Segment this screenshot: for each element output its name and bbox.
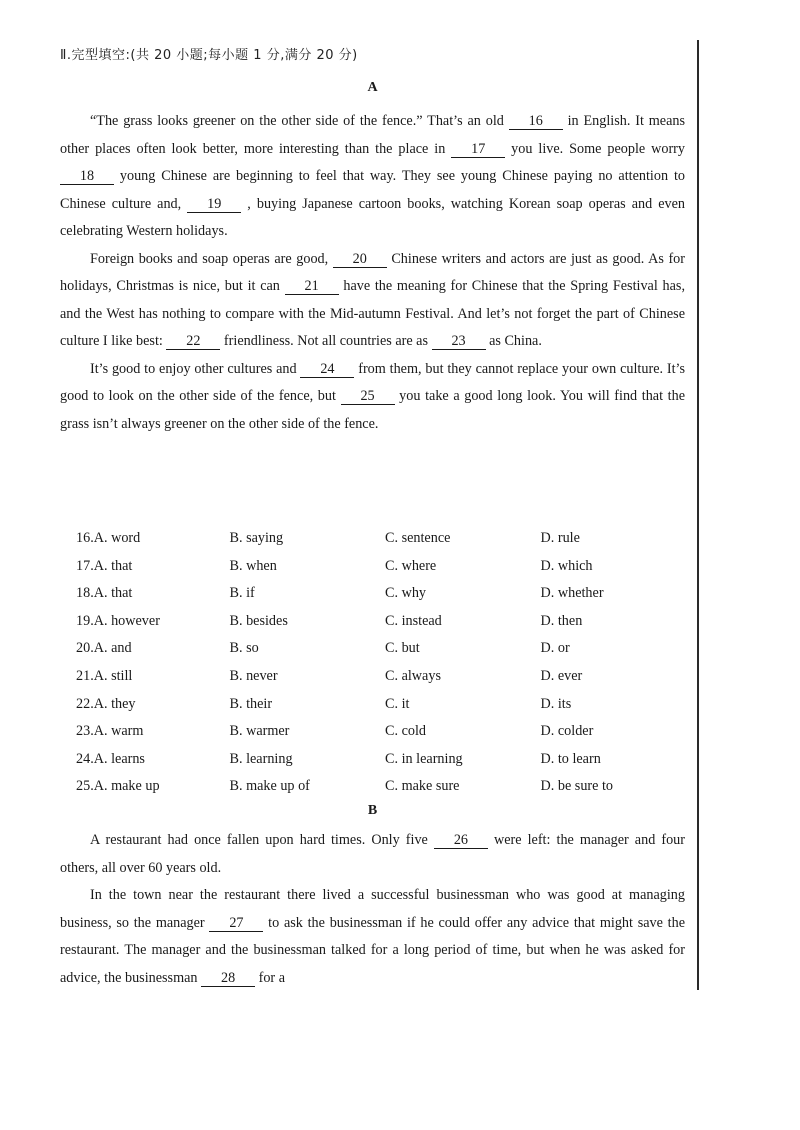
option-row-17: 17.A. that B. when C. where D. which <box>76 553 696 581</box>
blank-18: 18 <box>60 168 114 185</box>
option-d: D. or <box>540 640 570 657</box>
option-b: B. make up of <box>229 778 310 795</box>
option-c: C. why <box>385 585 427 602</box>
option-row-25: 25.A. make up B. make up of C. make sure D. be sure to <box>76 773 696 801</box>
option-c: C. in learning <box>385 750 463 767</box>
blank-28: 28 <box>201 970 255 987</box>
option-b: B. so <box>229 640 259 657</box>
option-d: D. which <box>540 557 593 574</box>
option-a: A. make up <box>93 778 160 795</box>
option-d: D. rule <box>540 530 580 546</box>
option-c: C. sentence <box>385 530 451 546</box>
option-d: D. to learn <box>540 750 601 767</box>
option-d: D. whether <box>540 585 604 602</box>
option-b: B. saying <box>229 530 284 546</box>
option-b: B. learning <box>229 750 293 767</box>
passage-a-heading: A <box>367 80 378 95</box>
option-row-24: 24.A. learns B. learning C. in learning D. to learn <box>76 746 696 774</box>
option-a: A. they <box>93 695 136 712</box>
passage-b-paragraph-1: A restaurant had once fallen upon hard times. Only five 26 were left: the manager and four others, all over 60 years old. <box>60 832 685 876</box>
option-b: B. their <box>229 695 273 712</box>
passage-b-heading: B <box>367 803 378 818</box>
option-c: C. but <box>385 640 420 657</box>
option-b: B. never <box>229 667 278 684</box>
option-b: B. when <box>229 557 277 574</box>
margin-rule <box>697 40 699 990</box>
option-a: A. warm <box>93 723 144 740</box>
passage-a-paragraph-2: Foreign books and soap operas are good, 20 Chinese writers and actors are just as good. As for holidays, Christmas is nice, but it can 21 have the meaning for Chinese that the Spring Festival has, and the West has nothing to compare with the Mid-autumn Festival. And let’s not forget the part of Chinese culture I like best: 22 friendliness. Not all countries are as 23 as China. <box>60 250 685 349</box>
blank-22: 22 <box>166 333 220 350</box>
blank-23: 23 <box>432 333 486 350</box>
option-row-20: 20.A. and B. so C. but D. or <box>76 635 696 663</box>
blank-25: 25 <box>341 388 395 405</box>
blank-21: 21 <box>285 278 339 295</box>
option-a: A. and <box>93 640 132 657</box>
blank-16: 16 <box>509 113 563 130</box>
option-c: C. instead <box>385 612 442 629</box>
option-c: C. always <box>385 667 441 684</box>
blank-24: 24 <box>300 361 354 378</box>
passage-a-paragraph-1: “The grass looks greener on the other side of the fence.” That’s an old 16 in English. It means other places often look better, more interesting than the place in 17 you live. Some people worry 18 young Chinese are beginning to feel that way. They see young Chinese paying no attention to Chinese culture and, 19 , buying Japanese cartoon books, watching Korean soap operas and even celebrating Western holidays. <box>60 113 685 239</box>
option-d: D. ever <box>540 667 583 684</box>
option-row-18: 18.A. that B. if C. why D. whether <box>76 580 696 608</box>
option-row-21: 21.A. still B. never C. always D. ever <box>76 663 696 691</box>
option-c: C. where <box>385 557 437 574</box>
option-a: A. however <box>93 612 160 629</box>
blank-26: 26 <box>434 832 488 849</box>
option-d: D. its <box>540 695 572 712</box>
option-d: D. colder <box>540 723 594 740</box>
option-b: B. besides <box>229 612 288 629</box>
option-a: A. that <box>93 585 133 602</box>
option-c: C. it <box>385 695 410 712</box>
option-a: A. learns <box>93 750 145 767</box>
option-c: C. make sure <box>385 778 460 795</box>
option-d: D. then <box>540 612 583 629</box>
passage-a <box>60 108 685 438</box>
blank-20: 20 <box>333 251 387 268</box>
blank-27: 27 <box>209 915 263 932</box>
blank-17: 17 <box>451 141 505 158</box>
option-a: A. that <box>93 557 133 574</box>
section-header: Ⅱ.完型填空:(共 20 小题;每小题 1 分,满分 20 分) <box>60 48 358 63</box>
answer-options <box>76 525 696 801</box>
option-c: C. cold <box>385 723 426 740</box>
option-b: B. warmer <box>229 723 290 740</box>
option-row-16: 16.A. word B. saying C. sentence D. rule <box>76 525 696 553</box>
option-row-23: 23.A. warm B. warmer C. cold D. colder <box>76 718 696 746</box>
option-a: A. word <box>93 530 141 546</box>
option-row-22: 22.A. they B. their C. it D. its <box>76 691 696 719</box>
passage-a-paragraph-3: It’s good to enjoy other cultures and 24 from them, but they cannot replace your own culture. It’s good to look on the other side of the fence, but 25 you take a good long look. You will find that the grass isn’t always greener on the other side of the fence. <box>60 360 685 432</box>
passage-b-paragraph-2: In the town near the restaurant there lived a successful businessman who was good at managing business, so the manager 27 to ask the businessman if he could offer any advice that might save the restaurant. The manager and the businessman talked for a long period of time, but when he was asked for advice, the businessman 28 for a <box>60 887 686 986</box>
option-row-19: 19.A. however B. besides C. instead D. then <box>76 608 696 636</box>
option-d: D. be sure to <box>540 778 614 795</box>
option-a: A. still <box>93 667 133 684</box>
passage-b <box>60 827 685 992</box>
option-b: B. if <box>229 585 255 602</box>
blank-19: 19 <box>187 196 241 213</box>
